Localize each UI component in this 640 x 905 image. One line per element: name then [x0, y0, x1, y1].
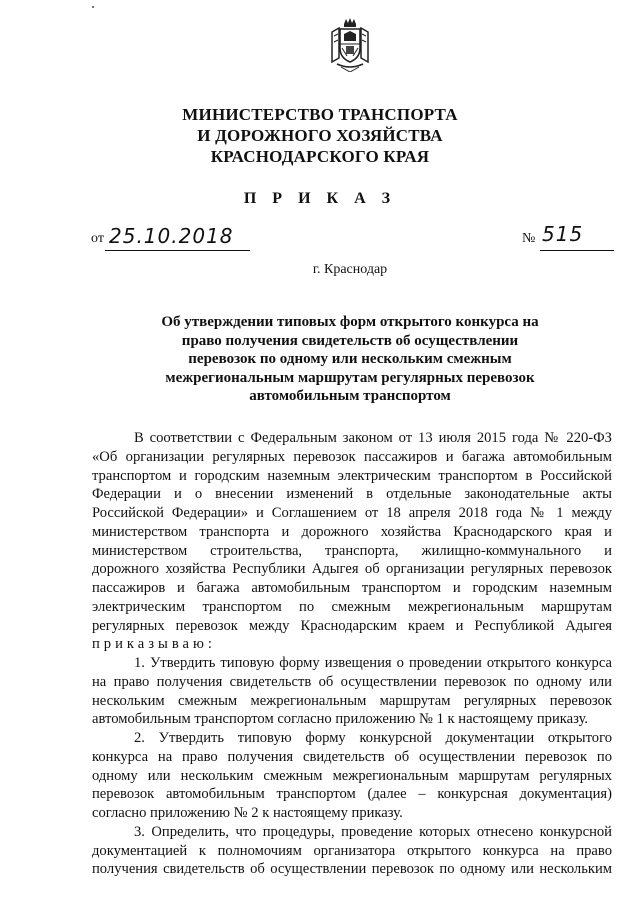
date-underline: [105, 250, 250, 251]
body-line: регулярных перевозок между Краснодарским краем и Республикой Адыгея: [92, 617, 612, 634]
body-line: одному или нескольким смежным межрегиональным маршрутам регулярных: [92, 767, 612, 784]
body-line: транспортом и городским наземным электрическим транспортом в Российской: [92, 467, 612, 484]
scan-speck: [92, 6, 94, 8]
body-line: «Об организации регулярных перевозок пассажиров и багажа автомобильным: [92, 448, 612, 465]
handwritten-date: 25.10.2018: [109, 224, 234, 248]
body-line: пассажиров и багажа автомобильным транспортом и городским наземным: [92, 580, 612, 596]
order-number: [522, 222, 614, 252]
ministry-name-line: И ДОРОЖНОГО ХОЗЯЙСТВА: [197, 126, 443, 145]
body-line: В соответствии с Федеральным законом от 13 июля 2015 года № 220-ФЗ: [134, 430, 612, 446]
body-line: министерством транспорта и дорожного хозяйства Краснодарского края и: [92, 523, 612, 540]
handwritten-number: 515: [542, 222, 584, 246]
body-line: согласно приложению № 2 к настоящему приказу.: [92, 805, 403, 821]
body-line: 1. Утвердить типовую форму извещения о проведении открытого конкурса: [134, 655, 612, 671]
body-line: дорожного хозяйства Республики Адыгея об организации регулярных перевозок: [92, 561, 612, 578]
body-line: перевозок автомобильным транспортом (далее – конкурсная документация): [92, 786, 612, 803]
number-prefix: №: [522, 231, 536, 246]
city: г. Краснодар: [312, 262, 388, 277]
body-line: документацией к полномочиям организатора открытого конкурса на право: [92, 842, 612, 859]
body-line: 2. Утвердить типовую форму конкурсной документации открытого: [134, 730, 612, 746]
ministry-name-line: КРАСНОДАРСКОГО КРАЯ: [210, 147, 430, 166]
body-line: на право получения свидетельств об осуществлении перевозок по одному или: [92, 673, 612, 690]
body-line: 3. Определить, что процедуры, проведение которых отнесено конкурсной: [134, 823, 612, 840]
order-body: [92, 429, 612, 879]
body-line: автомобильным транспортом согласно приложению № 1 к настоящему приказу.: [92, 711, 589, 728]
body-line: Российской Федерации» и Соглашением от 18 апреля 2018 года № 1 между: [92, 505, 612, 521]
subject-line: Об утверждении типовых форм открытого конкурса на: [161, 314, 539, 330]
order-subject: [120, 313, 580, 406]
coat-of-arms-icon: [329, 18, 371, 72]
order-title: П Р И К А З: [243, 190, 397, 207]
order-date: [91, 224, 251, 252]
subject-line: межрегиональным маршрутам регулярных перевозок: [165, 369, 535, 386]
subject-line: право получения свидетельств об осуществлении: [181, 332, 519, 349]
body-line: Федерации и о внесении изменений в отдельные законодательные акты: [92, 486, 612, 503]
subject-line: перевозок по одному или нескольким смежным: [188, 351, 512, 368]
body-line: нескольким смежным межрегиональным маршрутам регулярных перевозок: [92, 692, 612, 709]
body-line: министерством строительства, транспорта, жилищно-коммунального и: [92, 542, 612, 559]
number-underline: [540, 250, 614, 251]
body-line: получения свидетельств об осуществлении перевозок по одному или нескольким: [92, 861, 612, 878]
date-prefix: от: [91, 231, 104, 246]
body-line: конкурса на право получения свидетельств об осуществлении перевозок по: [92, 748, 612, 765]
body-line: электрическим транспортом по смежным межрегиональным маршрутам: [92, 598, 612, 615]
ministry-name-line: МИНИСТЕРСТВО ТРАНСПОРТА: [182, 105, 458, 124]
ministry-name: [0, 104, 640, 167]
body-line-order-word: приказываю:: [92, 636, 216, 653]
subject-line: автомобильным транспортом: [249, 388, 451, 405]
